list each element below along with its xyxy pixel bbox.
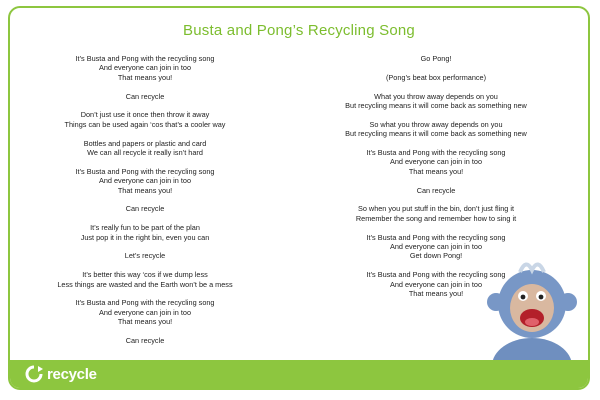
lyric-stanza [301, 73, 571, 82]
recycle-arrow-icon [24, 364, 44, 384]
lyric-stanza [301, 54, 571, 63]
lyric-line: It’s better this way ‘cos if we dump less [82, 270, 208, 280]
lyric-line: Can recycle [125, 336, 165, 346]
lyric-stanza [10, 298, 280, 326]
lyric-line: It’s Busta and Pong with the recycling song [366, 270, 506, 280]
lyric-line: It’s Busta and Pong with the recycling song [366, 232, 506, 242]
footer-bar [10, 360, 588, 388]
lyric-stanza [301, 186, 571, 195]
lyric-line: So when you put stuff in the bin, don’t just fling it [357, 204, 515, 214]
lyric-line: Remember the song and remember how to sing it [355, 213, 517, 223]
lyrics-left-column [10, 54, 280, 355]
lyric-line: Let’s recycle [124, 251, 166, 261]
lyric-stanza [10, 223, 280, 242]
lyric-stanza [10, 336, 280, 345]
lyric-line: And everyone can join in too [389, 157, 483, 167]
lyric-line: Things can be used again ‘cos that’s a cooler way [64, 119, 226, 129]
lyric-stanza [10, 110, 280, 129]
lyric-line: Bottles and papers or plastic and card [83, 138, 207, 148]
lyric-line: Can recycle [416, 185, 456, 195]
lyric-line: We can all recycle it really isn’t hard [87, 148, 203, 158]
lyric-line: What you throw away depends on you [374, 91, 498, 101]
lyric-stanza [10, 251, 280, 260]
lyric-line: It’s Busta and Pong with the recycling song [366, 148, 506, 157]
lyric-line: That means you! [408, 166, 464, 176]
recycle-logo [24, 364, 97, 384]
lyric-line: And everyone can join in too [98, 176, 192, 186]
lyric-line: Just pop it in the right bin, even you can [80, 232, 210, 242]
lyric-line: It’s Busta and Pong with the recycling song [75, 298, 215, 308]
lyric-line: It’s Busta and Pong with the recycling song [75, 54, 215, 63]
lyric-line: Don’t just use it once then throw it away [80, 110, 210, 120]
lyric-stanza [10, 167, 280, 195]
lyric-line: And everyone can join in too [389, 279, 483, 289]
lyric-line: It’s really fun to be part of the plan [90, 223, 200, 233]
lyric-line: And everyone can join in too [389, 242, 483, 252]
lyric-line: That means you! [117, 72, 173, 82]
page-title: Busta and Pong’s Recycling Song [183, 22, 415, 39]
lyric-stanza [10, 204, 280, 213]
lyric-line: And everyone can join in too [98, 63, 192, 73]
lyric-stanza [10, 92, 280, 101]
lyric-stanza [10, 139, 280, 158]
lyric-stanza [301, 204, 571, 223]
lyric-line: Go Pong! [420, 54, 452, 63]
lyric-stanza [301, 148, 571, 176]
lyric-stanza [10, 54, 280, 82]
lyric-line: But recycling means it will come back as something new [345, 101, 527, 110]
lyric-line: Get down Pong! [409, 251, 463, 261]
lyric-line: Can recycle [125, 204, 165, 214]
lyric-line: Can recycle [125, 91, 165, 101]
lyric-line: So what you throw away depends on you [369, 119, 503, 129]
lyric-line: And everyone can join in too [98, 307, 192, 317]
lyric-line: It’s Busta and Pong with the recycling song [75, 166, 215, 176]
lyric-line: That means you! [117, 185, 173, 195]
lyric-line: That means you! [408, 289, 464, 299]
lyric-line: (Pong’s beat box performance) [385, 72, 487, 82]
lyric-line: That means you! [117, 317, 173, 327]
page-frame [8, 6, 590, 390]
lyric-line: But recycling means it will come back as something new [345, 129, 527, 139]
lyric-stanza [301, 120, 571, 139]
lyric-line: Less things are wasted and the Earth won’t be a mess [57, 279, 233, 289]
logo-text: recycle [47, 365, 97, 383]
lyric-stanza [10, 270, 280, 289]
lyric-stanza [301, 92, 571, 111]
